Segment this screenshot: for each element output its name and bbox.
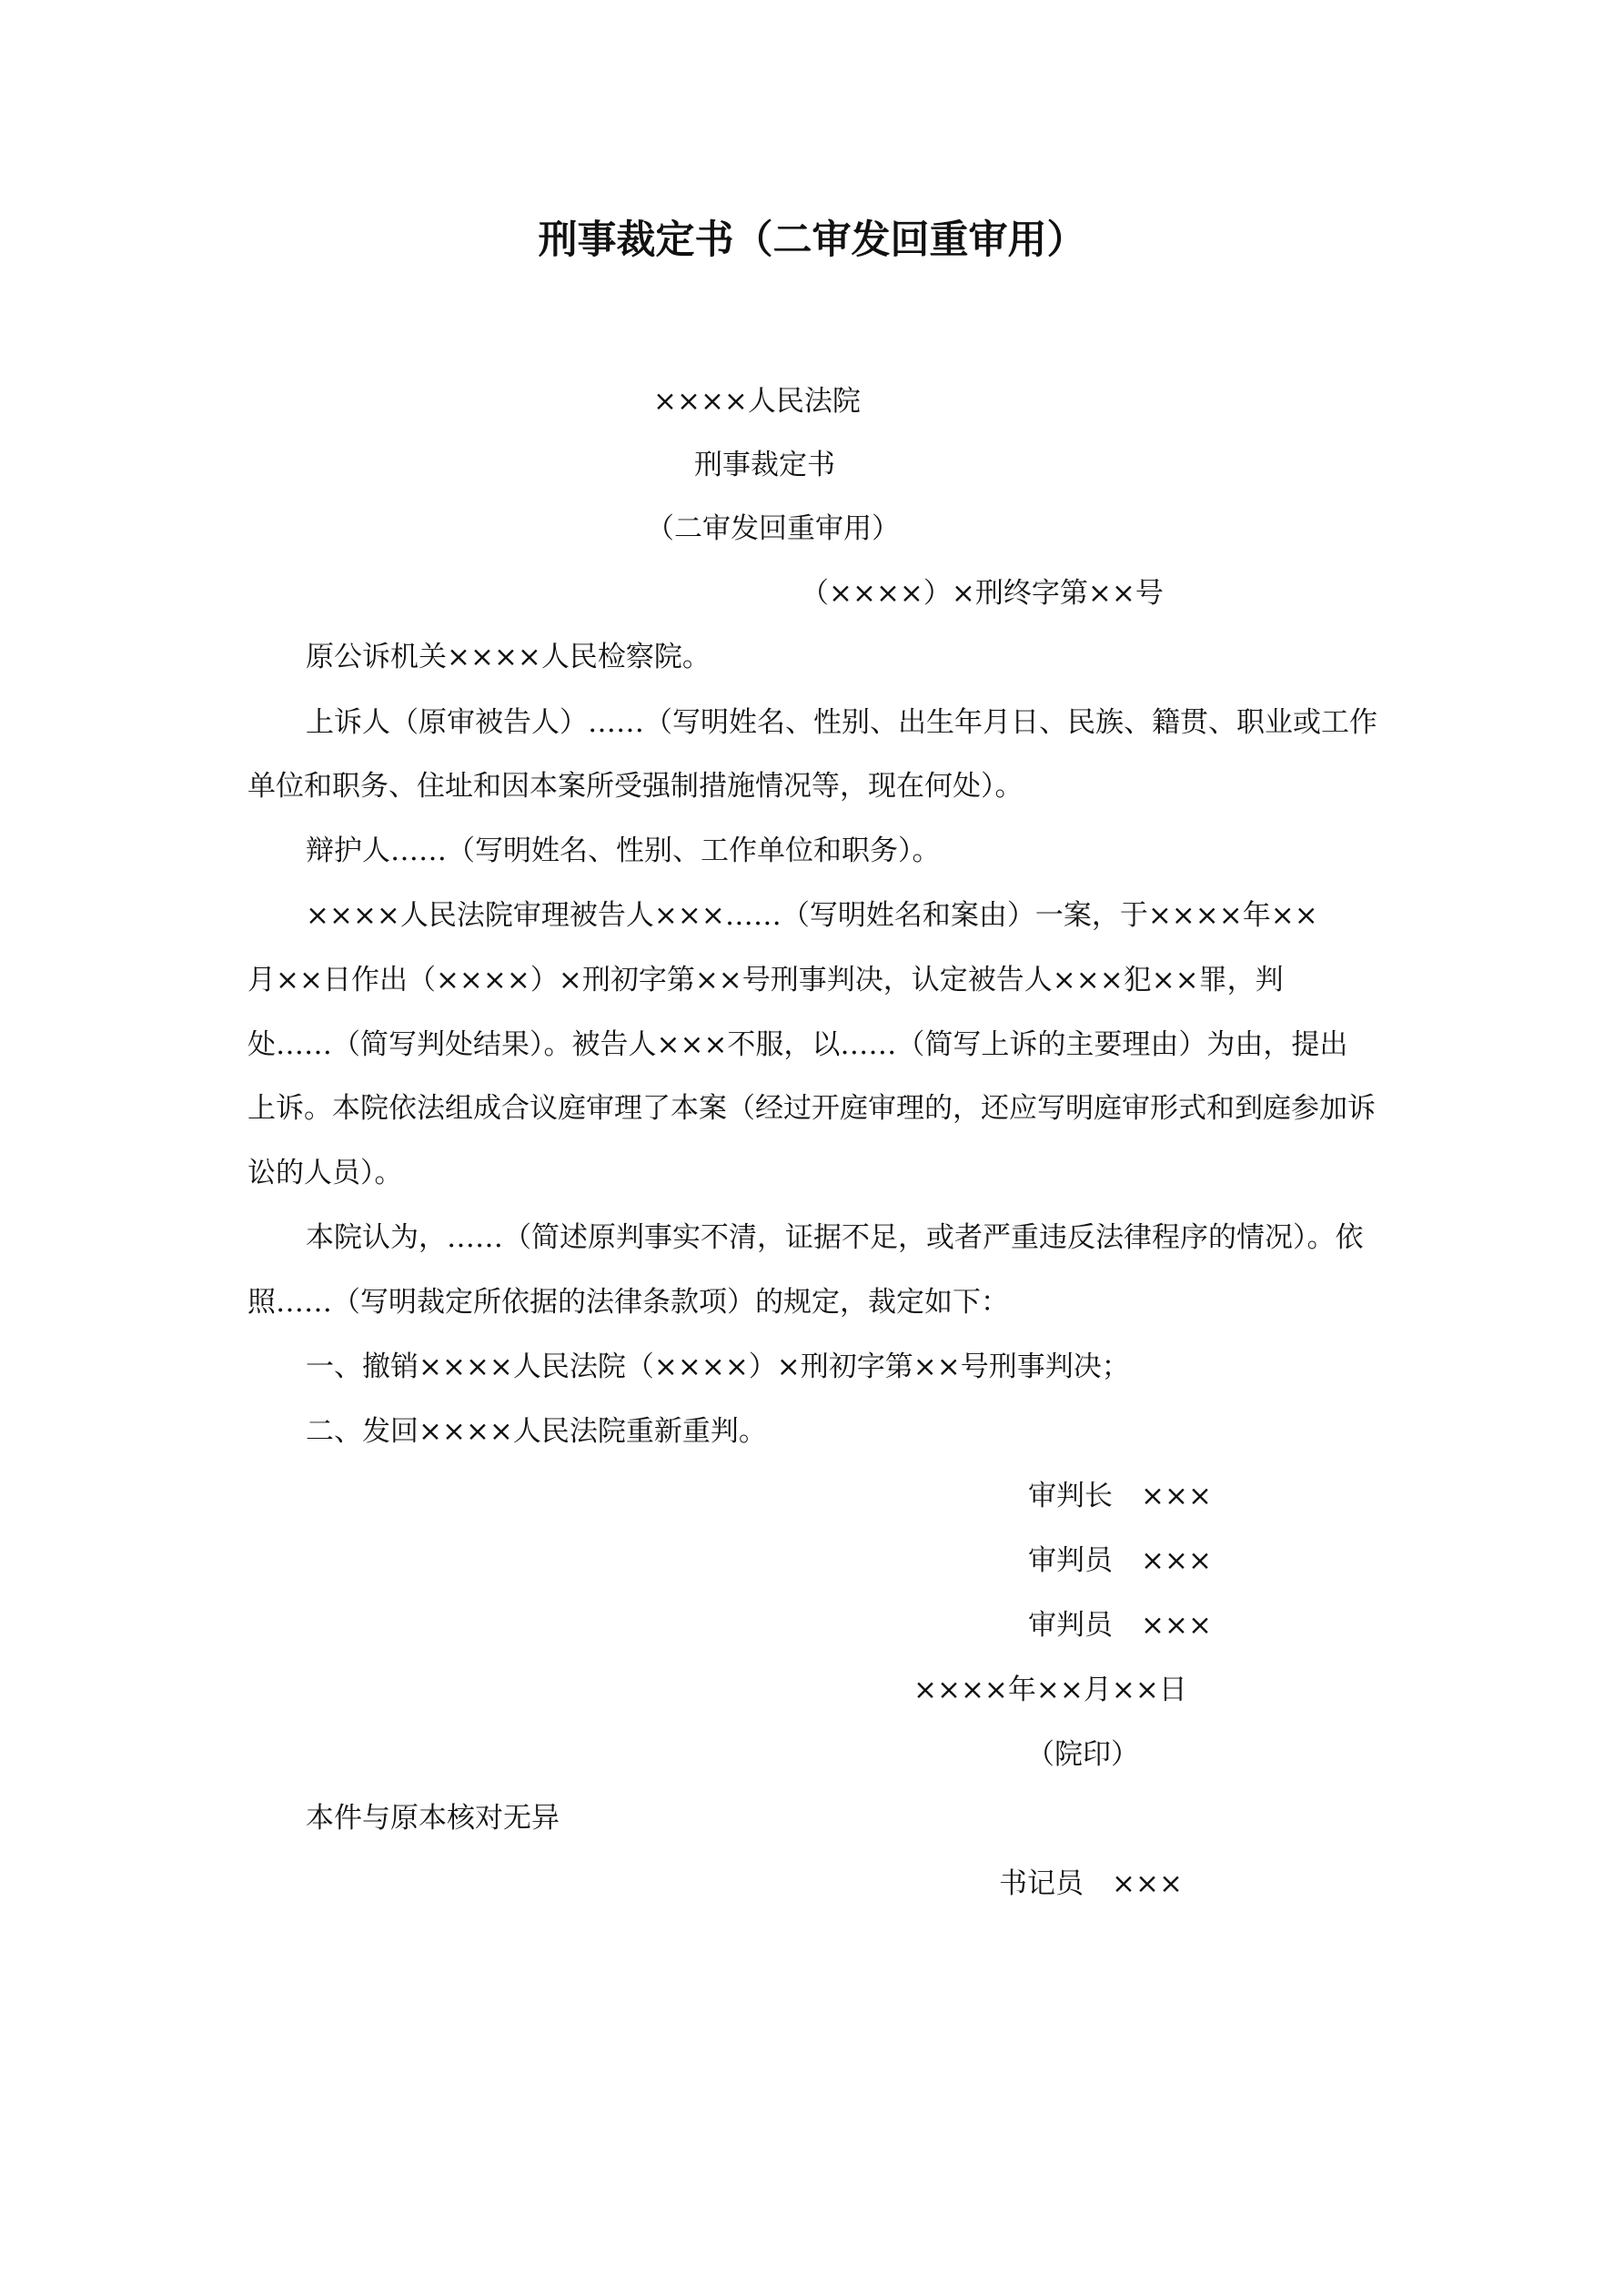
history-line-5: 讼的人员）。 [247,1157,403,1189]
court-name: ××××人民法院 [653,385,861,418]
doc-subtype: （二审发回重审用） [646,512,900,545]
verification-note: 本件与原本核对无异 [306,1802,560,1835]
history-line-1: ××××人民法院审理被告人×××……（写明姓名和案由）一案，于××××年×× [306,899,1318,932]
presiding-judge: 审判长 ××× [1028,1480,1212,1512]
reasoning-line-2: 照……（写明裁定所依据的法律条款项）的规定，裁定如下： [247,1286,1009,1319]
history-line-4: 上诉。本院依法组成合议庭审理了本案（经过开庭审理的，还应写明庭审形式和到庭参加诉 [247,1092,1376,1125]
appellant-line-1: 上诉人（原审被告人）……（写明姓名、性别、出生年月日、民族、籍贯、职业或工作 [306,706,1377,739]
reasoning-line-1: 本院认为，……（简述原判事实不清，证据不足，或者严重违反法律程序的情况）。依 [306,1221,1364,1254]
ruling-item-2: 二、发回××××人民法院重新重判。 [306,1415,767,1448]
ruling-date: ××××年××月××日 [913,1674,1187,1706]
clerk-signature: 书记员 ××× [999,1867,1183,1900]
judge-2: 审判员 ××× [1028,1609,1212,1642]
doc-type: 刑事裁定书 [694,449,835,481]
history-line-3: 处……（简写判处结果）。被告人×××不服，以……（简写上诉的主要理由）为由，提出 [247,1028,1348,1061]
court-seal: （院印） [1026,1738,1139,1771]
defender-line: 辩护人……（写明姓名、性别、工作单位和职务）。 [306,834,941,867]
history-line-2: 月××日作出（××××）×刑初字第××号刑事判决，认定被告人×××犯××罪，判 [247,964,1284,996]
ruling-item-1: 一、撤销××××人民法院（××××）×刑初字第××号刑事判决； [306,1350,1130,1383]
case-number: （××××）×刑终字第××号 [801,577,1164,610]
document-title: 刑事裁定书（二审发回重审用） [538,217,1086,263]
appellant-line-2: 单位和职务、住址和因本案所受强制措施情况等，现在何处）。 [247,770,1024,803]
prosecutor-line: 原公诉机关××××人民检察院。 [306,641,711,673]
judge-1: 审判员 ××× [1028,1544,1212,1577]
